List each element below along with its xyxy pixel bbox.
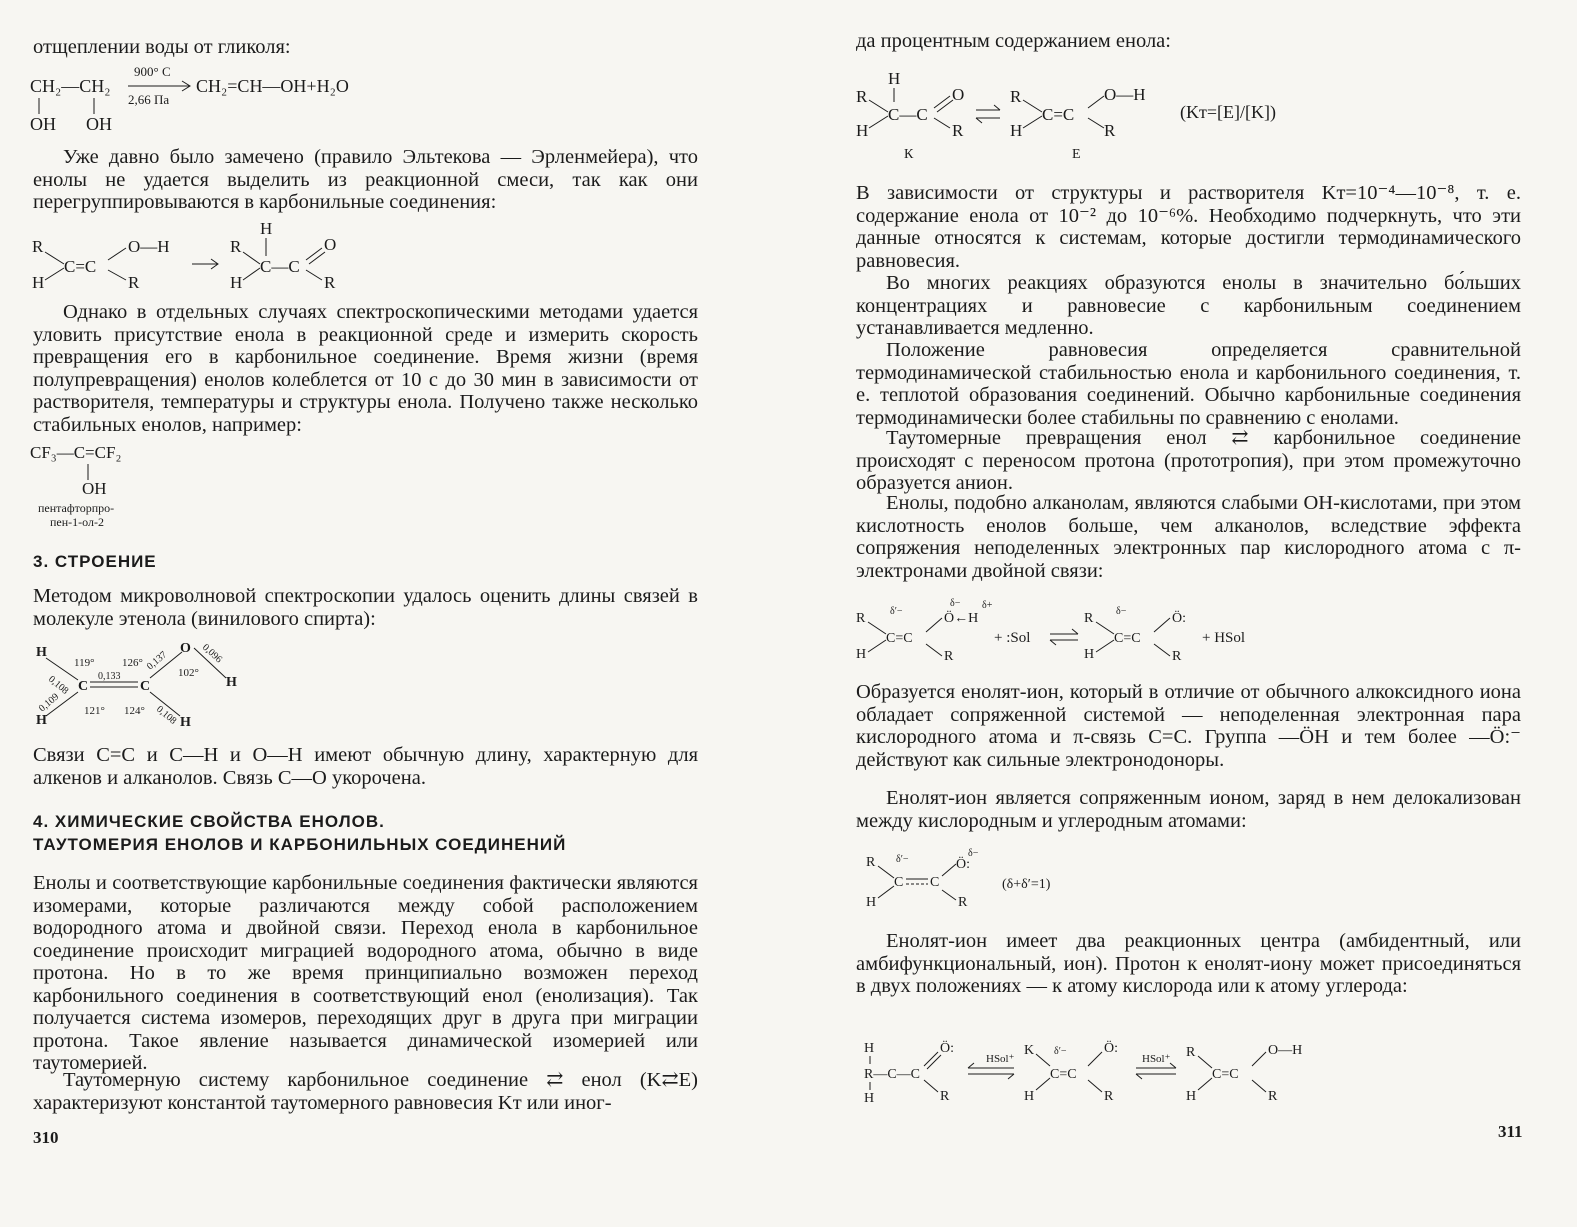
right-paragraph-5: Енолы, подобно алканолам, являются слабыми OH-кислотами, при этом кислотность енолов больше, чем алканолов, вследствие эффекта сопряжения неподеленных электронных пар кислородного атома с π-электронами двойной связи: bbox=[856, 492, 1521, 582]
svg-text:O: O bbox=[180, 641, 191, 656]
svg-text:0,108: 0,108 bbox=[46, 673, 71, 697]
svg-text:δ′−: δ′− bbox=[1054, 1046, 1067, 1057]
svg-text:0,133: 0,133 bbox=[98, 671, 121, 682]
svg-text:R: R bbox=[1104, 1089, 1114, 1104]
section-4-heading-1: 4. ХИМИЧЕСКИЕ СВОЙСТВА ЕНОЛОВ. bbox=[33, 812, 385, 831]
svg-text:H: H bbox=[1024, 1089, 1035, 1104]
left-paragraph-4: Связи C=C и C—H и O—H имеют обычную длину, характерную для алкенов и алканолов. Связь C—O укорочена. bbox=[33, 744, 698, 789]
svg-text:C=C: C=C bbox=[886, 631, 913, 646]
svg-text:R: R bbox=[230, 237, 242, 256]
svg-text:R: R bbox=[952, 121, 964, 140]
section-3-heading: 3. СТРОЕНИЕ bbox=[33, 552, 157, 571]
right-paragraph-6: Образуется енолят-ион, который в отличие от обычного алкоксидного иона обладает сопряженной системой — неподеленная электронная пара кислородного атома и π-связь C=C. Группа —ÖH и тем более —Ö:⁻ действуют как сильные электронодоноры. bbox=[856, 681, 1521, 771]
svg-text:H: H bbox=[32, 273, 45, 292]
enol-sol-reaction bbox=[856, 596, 1336, 672]
svg-text:0,109: 0,109 bbox=[36, 691, 62, 715]
glycol-oh2: OH bbox=[86, 114, 112, 134]
left-paragraph-2: Однако в отдельных случаях спектроскопическими методами удается уловить присутствие енола в реакционной среде и измерить скорость превращения его в карбонильное соединение. Время жизни (время полупревращения) енолов колеблется от 10 с до 30 мин в зависимости от растворителя, температуры и структуры енола. Получено также несколько стабильных енолов, например: bbox=[33, 301, 698, 436]
svg-text:H: H bbox=[36, 645, 47, 660]
svg-text:C—C: C—C bbox=[260, 257, 300, 276]
svg-text:R: R bbox=[128, 273, 140, 292]
svg-text:R: R bbox=[1186, 1045, 1196, 1060]
svg-text:R: R bbox=[944, 649, 954, 664]
svg-text:Ö:: Ö: bbox=[940, 1041, 954, 1056]
section-4-heading-2: ТАУТОМЕРИЯ ЕНОЛОВ И КАРБОНИЛЬНЫХ СОЕДИНЕНИЙ bbox=[33, 835, 567, 854]
svg-text:Ö:: Ö: bbox=[956, 857, 970, 872]
svg-text:C=C: C=C bbox=[1042, 105, 1075, 124]
svg-text:R: R bbox=[1172, 649, 1182, 664]
svg-text:δ−: δ− bbox=[968, 848, 979, 859]
enolate-delocalized bbox=[862, 846, 1162, 914]
enol-to-carbonyl-formula bbox=[30, 218, 360, 298]
stable-enol-formula bbox=[30, 440, 210, 532]
right-page bbox=[790, 0, 1577, 1227]
glycol-condition-top: 900° C bbox=[134, 64, 171, 79]
svg-text:O—H: O—H bbox=[1268, 1043, 1303, 1058]
svg-text:H: H bbox=[260, 219, 273, 238]
svg-text:H: H bbox=[1084, 647, 1095, 662]
svg-text:O—H: O—H bbox=[128, 237, 170, 256]
right-paragraph-1: В зависимости от структуры и растворителя Kт=10⁻⁴—10⁻⁸, т. е. содержание енола от 10⁻² до 10⁻⁶%. Необходимо подчеркнуть, что эти данные относятся к системам, которые достигли термодинамического равновесия. bbox=[856, 182, 1521, 272]
svg-text:R: R bbox=[1084, 611, 1094, 626]
svg-text:C: C bbox=[930, 875, 940, 890]
svg-text:H: H bbox=[230, 273, 243, 292]
svg-text:O: O bbox=[952, 85, 965, 104]
stable-enol-main: CF₃—C=CF₂ bbox=[30, 443, 122, 462]
delta-sum: (δ+δ′=1) bbox=[1002, 877, 1051, 892]
svg-text:Ö:: Ö: bbox=[1104, 1041, 1118, 1056]
svg-text:0,108: 0,108 bbox=[154, 703, 179, 727]
svg-text:0,096: 0,096 bbox=[199, 642, 225, 666]
keto-enol-equilibrium bbox=[854, 66, 1354, 162]
svg-text:H: H bbox=[856, 647, 867, 662]
svg-text:102°: 102° bbox=[178, 667, 199, 679]
svg-text:C=C: C=C bbox=[1114, 631, 1141, 646]
right-line-top: да процентным содержанием енола: bbox=[856, 30, 1171, 52]
right-paragraph-4: Таутомерные превращения енол ⇄ карбонильное соединение происходят с переносом протона (прототропия), при этом промежуточно образуется анион. bbox=[856, 427, 1521, 494]
svg-text:R: R bbox=[324, 273, 336, 292]
glycol-dehydration-formula bbox=[30, 62, 450, 134]
left-paragraph-1: Уже давно было замечено (правило Эльтекова — Эрленмейера), что енолы не удается выделить из реакционной смеси, так как они перегруппировываются в карбонильные соединения: bbox=[33, 146, 698, 213]
stable-enol-name-1: пентафторпро- bbox=[38, 501, 115, 515]
svg-text:H: H bbox=[866, 895, 877, 910]
svg-text:C: C bbox=[78, 679, 89, 694]
svg-text:H: H bbox=[1010, 121, 1023, 140]
svg-text:H: H bbox=[1186, 1089, 1197, 1104]
svg-text:H: H bbox=[180, 715, 191, 730]
right-paragraph-7: Енолят-ион является сопряженным ионом, заряд в нем делокализован между кислородным и углеродным атомами: bbox=[856, 787, 1521, 832]
equilibrium-constant: (Kт=[E]/[K]) bbox=[1180, 102, 1276, 122]
ethenol-structure bbox=[30, 640, 260, 735]
svg-text:+ :Sol: + :Sol bbox=[994, 630, 1031, 646]
svg-text:C=C: C=C bbox=[1212, 1067, 1239, 1082]
stable-enol-oh: OH bbox=[82, 479, 107, 498]
svg-text:HSol⁺: HSol⁺ bbox=[986, 1053, 1015, 1065]
svg-text:H: H bbox=[864, 1091, 875, 1106]
svg-text:R: R bbox=[940, 1089, 950, 1104]
svg-text:C=C: C=C bbox=[1050, 1067, 1077, 1082]
left-page bbox=[0, 0, 760, 1227]
svg-text:O—H: O—H bbox=[1104, 85, 1146, 104]
svg-text:H: H bbox=[36, 713, 47, 728]
svg-text:C—C: C—C bbox=[888, 105, 928, 124]
svg-text:H: H bbox=[888, 69, 901, 88]
svg-text:C: C bbox=[894, 875, 904, 890]
right-paragraph-3: Положение равновесия определяется сравнительной термодинамической стабильностью енола и карбонильного соединения, т. е. теплотой образования соединений. Обычно карбонильные соединения термодинамически более стабильны по сравнению с енолами. bbox=[856, 339, 1521, 429]
svg-text:δ′−: δ′− bbox=[890, 606, 903, 617]
glycol-product: CH₂=CH—OH+H₂O bbox=[196, 76, 349, 96]
svg-text:К: К bbox=[904, 147, 914, 162]
svg-text:124°: 124° bbox=[124, 705, 145, 717]
left-paragraph-3: Методом микроволновой спектроскопии удалось оценить длины связей в молекуле этенола (винилового спирта): bbox=[33, 585, 698, 630]
svg-text:R—C—C: R—C—C bbox=[864, 1067, 921, 1082]
left-paragraph-6: Таутомерную систему карбонильное соединение ⇄ енол (K⇄E) характеризуют константой таутомерного равновесия Kт или иног- bbox=[33, 1069, 698, 1114]
svg-text:R: R bbox=[856, 611, 866, 626]
svg-text:R: R bbox=[1268, 1089, 1278, 1104]
stable-enol-name-2: пен-1-ол-2 bbox=[50, 515, 104, 529]
svg-text:Ö:: Ö: bbox=[1172, 611, 1186, 626]
svg-text:Е: Е bbox=[1072, 147, 1081, 162]
svg-text:0,137: 0,137 bbox=[144, 649, 170, 673]
svg-text:+ HSol: + HSol bbox=[1202, 630, 1246, 646]
svg-text:O: O bbox=[324, 235, 337, 254]
svg-text:δ−: δ− bbox=[950, 598, 961, 609]
svg-text:δ−: δ− bbox=[1116, 606, 1127, 617]
glycol-condition-bottom: 2,66 Па bbox=[128, 92, 170, 107]
right-paragraph-2: Во многих реакциях образуются енолы в значительно бо́льших концентрациях и равновесие с карбонильным соединением устанавливается медленно. bbox=[856, 272, 1521, 339]
svg-text:C: C bbox=[140, 679, 151, 694]
svg-text:HSol⁺: HSol⁺ bbox=[1142, 1053, 1171, 1065]
left-line-top: отщеплении воды от гликоля: bbox=[33, 36, 291, 58]
svg-text:R: R bbox=[866, 855, 876, 870]
svg-text:C=C: C=C bbox=[64, 257, 97, 276]
svg-text:121°: 121° bbox=[84, 705, 105, 717]
svg-text:R: R bbox=[32, 237, 44, 256]
svg-text:δ+: δ+ bbox=[982, 600, 993, 611]
svg-text:R: R bbox=[1104, 121, 1116, 140]
svg-text:R: R bbox=[1010, 87, 1022, 106]
svg-text:Ö←H: Ö←H bbox=[944, 611, 979, 626]
svg-text:126°: 126° bbox=[122, 657, 143, 669]
svg-text:R: R bbox=[958, 895, 968, 910]
svg-text:R: R bbox=[856, 87, 868, 106]
left-paragraph-5: Енолы и соответствующие карбонильные соединения фактически являются изомерами, которые различаются между собой расположением водородного атома и двойной связи. Переход енола в карбонильное соединение происходит миграцией водородного атома, обычно в виде протона. Но в то же время принципиально возможен переход карбонильного соединения в соответствующий енол (енолизация). Так получается система изомеров, переходящих друг в друга при миграции протона. Такое явление называется динамической изомерией или таутомерией. bbox=[33, 872, 698, 1074]
enolate-protonation bbox=[860, 1032, 1340, 1108]
svg-text:H: H bbox=[856, 121, 869, 140]
glycol-oh1: OH bbox=[30, 114, 56, 134]
svg-text:H: H bbox=[226, 675, 237, 690]
right-paragraph-8: Енолят-ион имеет два реакционных центра (амбидентный, или амбифункциональный, ион). Протон к енолят-иону может присоединяться в двух положениях — к атому кислорода или к атому углерода: bbox=[856, 930, 1521, 997]
svg-text:H: H bbox=[864, 1041, 875, 1056]
svg-text:δ′−: δ′− bbox=[896, 854, 909, 865]
page-number-left: 310 bbox=[33, 1128, 59, 1147]
glycol-reactant: CH₂—CH₂ bbox=[30, 76, 111, 96]
page-number-right: 311 bbox=[1498, 1122, 1523, 1141]
svg-text:119°: 119° bbox=[74, 657, 95, 669]
svg-text:K: K bbox=[1024, 1043, 1035, 1058]
